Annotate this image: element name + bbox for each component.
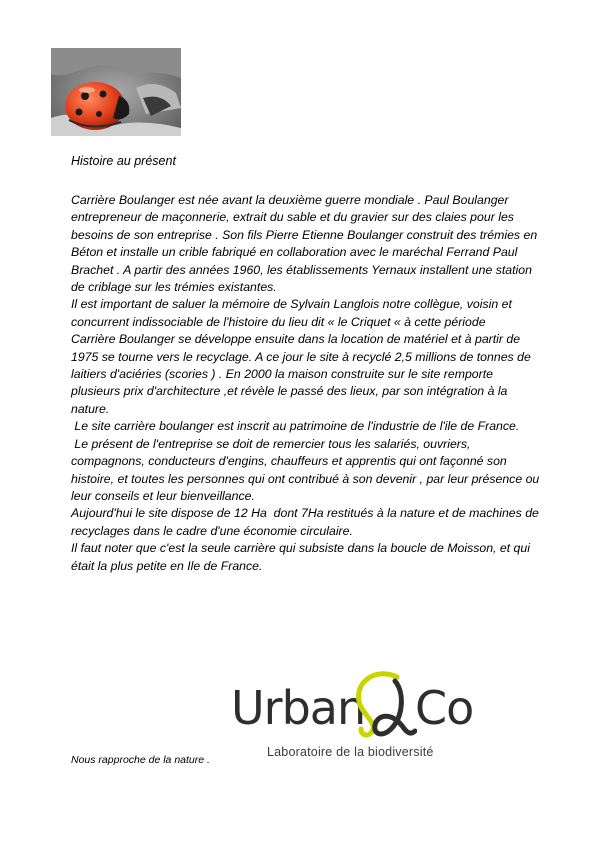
- logo-subtitle: Laboratoire de la biodiversité: [267, 745, 434, 759]
- page-heading: Histoire au présent: [71, 154, 176, 168]
- logo-word-co: Co: [415, 681, 474, 735]
- urban-co-logo: [229, 665, 481, 765]
- paragraph: Le site carrière boulanger est inscrit au patrimoine de l'industrie de l'ile de France.: [71, 419, 520, 434]
- ampersand-icon: [347, 667, 417, 743]
- paragraph: Carrière Boulanger se développe ensuite dans la location de matériel et à partir de 1975 se tourne vers le recyclage. A ce jour le site à recyclé 2,5 millions de tonnes de laitiers d'aciéries (scories ) . En 2000 la maison construite sur le site remporte plusieurs prix d'architecture ,et révèle le passé des lieux, par son intégration à la nature.: [71, 332, 535, 416]
- paragraph: Carrière Boulanger est née avant la deuxième guerre mondiale . Paul Boulanger entrepreneur de maçonnerie, extrait du sable et du gravier sur des claies pour les besoins de son entreprise . Son fils Pierre Etienne Boulanger construit des trémies en Béton et installe un crible fabriqué en collaboration avec le maréchal Ferrand Paul Brachet . A partir des années 1960, les établissements Yernaux installent une station de criblage sur les trémies existantes.: [71, 193, 541, 295]
- paragraph: Il est important de saluer la mémoire de Sylvain Langlois notre collègue, voisin et concurrent indissociable de l'histoire du lieu dit « le Criquet « à cette période: [71, 297, 516, 329]
- tagline: Nous rapproche de la nature .: [71, 754, 210, 766]
- history-text: [71, 192, 541, 575]
- ladybug-photo: [51, 48, 181, 136]
- paragraph: Le présent de l'entreprise se doit de remercier tous les salariés, ouvriers, compagnons, conducteurs d'engins, chauffeurs et apprentis qui ont façonné son histoire, et toutes les personnes qui ont contribué à son devenir , par leur présence ou leur conseils et leur bienveillance.: [71, 436, 543, 503]
- paragraph: Aujourd'hui le site dispose de 12 Ha dont 7Ha restitués à la nature et de machines de recyclages dans le cadre d'une économie circulaire.: [71, 506, 543, 538]
- logo-word-urban: Urban: [231, 681, 366, 735]
- paragraph: Il faut noter que c'est la seule carrière qui subsiste dans la boucle de Moisson, et qui était la plus petite en Ile de France.: [71, 541, 534, 573]
